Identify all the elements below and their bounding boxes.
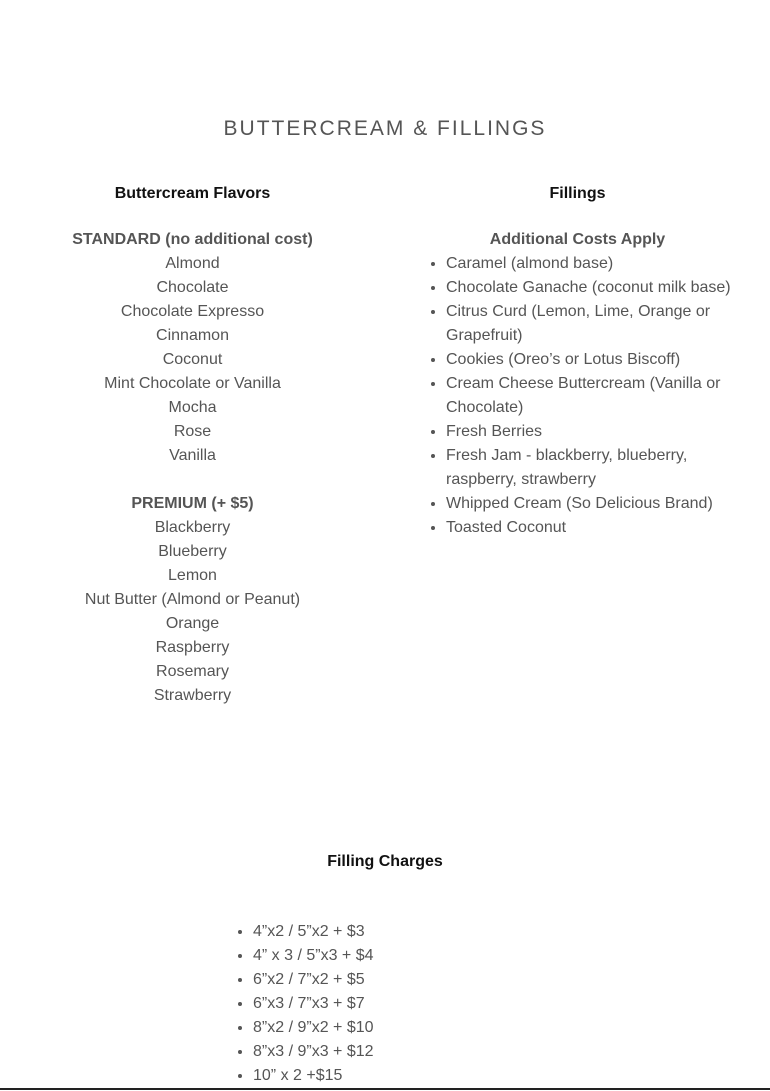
list-item: Vanilla bbox=[169, 447, 216, 464]
list-item: • Chocolate Ganache (coconut milk base) bbox=[446, 276, 760, 300]
list-item: • 8”x2 / 9”x2 + $10 bbox=[253, 1016, 374, 1040]
filling-charges-list bbox=[227, 920, 374, 1088]
list-item: • 6”x2 / 7”x2 + $5 bbox=[253, 968, 374, 992]
list-item: • 8”x3 / 9”x3 + $12 bbox=[253, 1040, 374, 1064]
list-item: Coconut bbox=[162, 351, 223, 368]
fillings-subtitle: Additional Costs Apply bbox=[489, 231, 666, 248]
list-item: Mocha bbox=[168, 399, 217, 416]
bottom-divider bbox=[0, 1088, 770, 1090]
list-item: • Fresh Berries bbox=[446, 420, 760, 444]
fillings-heading: Fillings bbox=[549, 185, 606, 202]
list-item: • Toasted Coconut bbox=[446, 516, 760, 540]
list-item: Rose bbox=[173, 423, 212, 440]
list-item: Blueberry bbox=[158, 543, 227, 560]
list-item: Lemon bbox=[168, 567, 217, 584]
list-item: Orange bbox=[165, 615, 220, 632]
list-item: • 4” x 3 / 5”x3 + $4 bbox=[253, 944, 374, 968]
fillings-list bbox=[420, 252, 760, 540]
buttercream-column bbox=[0, 182, 385, 708]
filling-charges-heading: Filling Charges bbox=[327, 853, 443, 870]
list-item: • 6”x3 / 7”x3 + $7 bbox=[253, 992, 374, 1016]
list-item: Nut Butter (Almond or Peanut) bbox=[84, 591, 301, 608]
list-item: Rosemary bbox=[156, 663, 229, 680]
premium-title: PREMIUM (+ $5) bbox=[131, 495, 254, 512]
list-item: • 4”x2 / 5”x2 + $3 bbox=[253, 920, 374, 944]
list-item: Mint Chocolate or Vanilla bbox=[104, 375, 281, 392]
page-title: BUTTERCREAM & FILLINGS bbox=[223, 117, 547, 140]
list-item: • Fresh Jam - blackberry, blueberry, raspberry, strawberry bbox=[446, 444, 760, 492]
list-item: • 10” x 2 +$15 bbox=[253, 1064, 374, 1088]
list-item: • Cream Cheese Buttercream (Vanilla or Chocolate) bbox=[446, 372, 760, 420]
list-item: • Cookies (Oreo’s or Lotus Biscoff) bbox=[446, 348, 760, 372]
list-item: Raspberry bbox=[155, 639, 230, 656]
standard-title: STANDARD (no additional cost) bbox=[72, 231, 313, 248]
standard-flavor-list bbox=[0, 252, 385, 468]
list-item: Chocolate bbox=[156, 279, 229, 296]
list-item: • Citrus Curd (Lemon, Lime, Orange or Grapefruit) bbox=[446, 300, 760, 348]
list-item: Chocolate Expresso bbox=[120, 303, 265, 320]
list-item: Almond bbox=[165, 255, 220, 272]
list-item: • Whipped Cream (So Delicious Brand) bbox=[446, 492, 760, 516]
list-item: • Caramel (almond base) bbox=[446, 252, 760, 276]
list-item: Strawberry bbox=[153, 687, 232, 704]
fillings-column bbox=[420, 182, 760, 540]
list-item: Blackberry bbox=[154, 519, 231, 536]
buttercream-heading: Buttercream Flavors bbox=[114, 185, 271, 202]
premium-flavor-list bbox=[0, 516, 385, 708]
list-item: Cinnamon bbox=[156, 327, 229, 344]
